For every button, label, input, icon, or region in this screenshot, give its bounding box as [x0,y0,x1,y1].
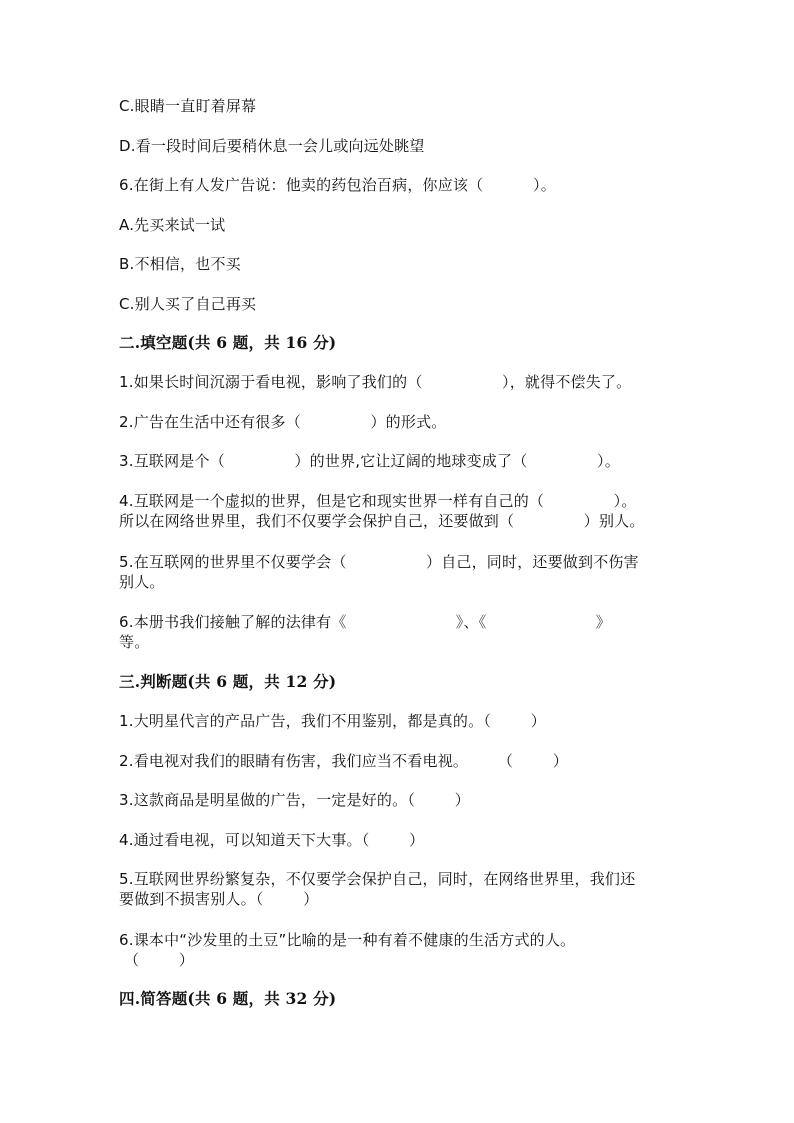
q6-option-c: C.别人买了自己再买 [119,295,257,313]
fill-question-4-line1: 4.互联网是一个虚拟的世界，但是它和现实世界一样有自己的（ ）。 [119,492,637,510]
q6-option-b: B.不相信，也不买 [119,255,241,273]
judge-question-6-line2: （ ） [119,951,195,969]
judge-question-3: 3.这款商品是明星做的广告，一定是好的。（ ） [119,791,470,809]
fill-question-6-line2: 等。 [119,633,150,651]
section-3-heading: 三.判断题(共 6 题，共 12 分) [119,672,337,691]
fill-question-6-line1: 6.本册书我们接触了解的法律有《 》、《 》 [119,613,611,631]
fill-question-5-line1: 5.在互联网的世界里不仅要学会（ ）自己，同时，还要做到不伤害 [119,553,639,571]
q6-option-a: A.先买来试一试 [119,216,226,234]
judge-question-5-line2: 要做到不损害别人。（ ） [119,890,319,908]
fill-question-5-line2: 别人。 [119,573,165,591]
fill-question-4-line2: 所以在网络世界里，我们不仅要学会保护自己，还要做到（ ）别人。 [119,512,645,530]
judge-question-6-line1: 6.课本中“沙发里的土豆”比喻的是一种有着不健康的生活方式的人。 [119,931,576,949]
judge-question-2: 2.看电视对我们的眼睛有伤害，我们应当不看电视。 （ ） [119,752,569,770]
fill-question-2: 2.广告在生活中还有很多（ ）的形式。 [119,413,447,431]
option-d-rest: D.看一段时间后要稍休息一会儿或向远处眺望 [119,137,425,155]
judge-question-1: 1.大明星代言的产品广告，我们不用鉴别，都是真的。（ ） [119,712,546,730]
question-6-medicine: 6.在街上有人发广告说：他卖的药包治百病，你应该（ ）。 [119,176,556,194]
option-c-screen: C.眼睛一直盯着屏幕 [119,97,257,115]
fill-question-1: 1.如果长时间沉溺于看电视，影响了我们的（ ），就得不偿失了。 [119,373,632,391]
section-2-heading: 二.填空题(共 6 题，共 16 分) [119,333,337,352]
section-4-heading: 四.简答题(共 6 题，共 32 分) [119,989,337,1008]
judge-question-4: 4.通过看电视，可以知道天下大事。（ ） [119,831,425,849]
judge-question-5-line1: 5.互联网世界纷繁复杂，不仅要学会保护自己，同时，在网络世界里，我们还 [119,870,636,888]
fill-question-3: 3.互联网是个（ ）的世界,它让辽阔的地球变成了（ ）。 [119,452,620,470]
